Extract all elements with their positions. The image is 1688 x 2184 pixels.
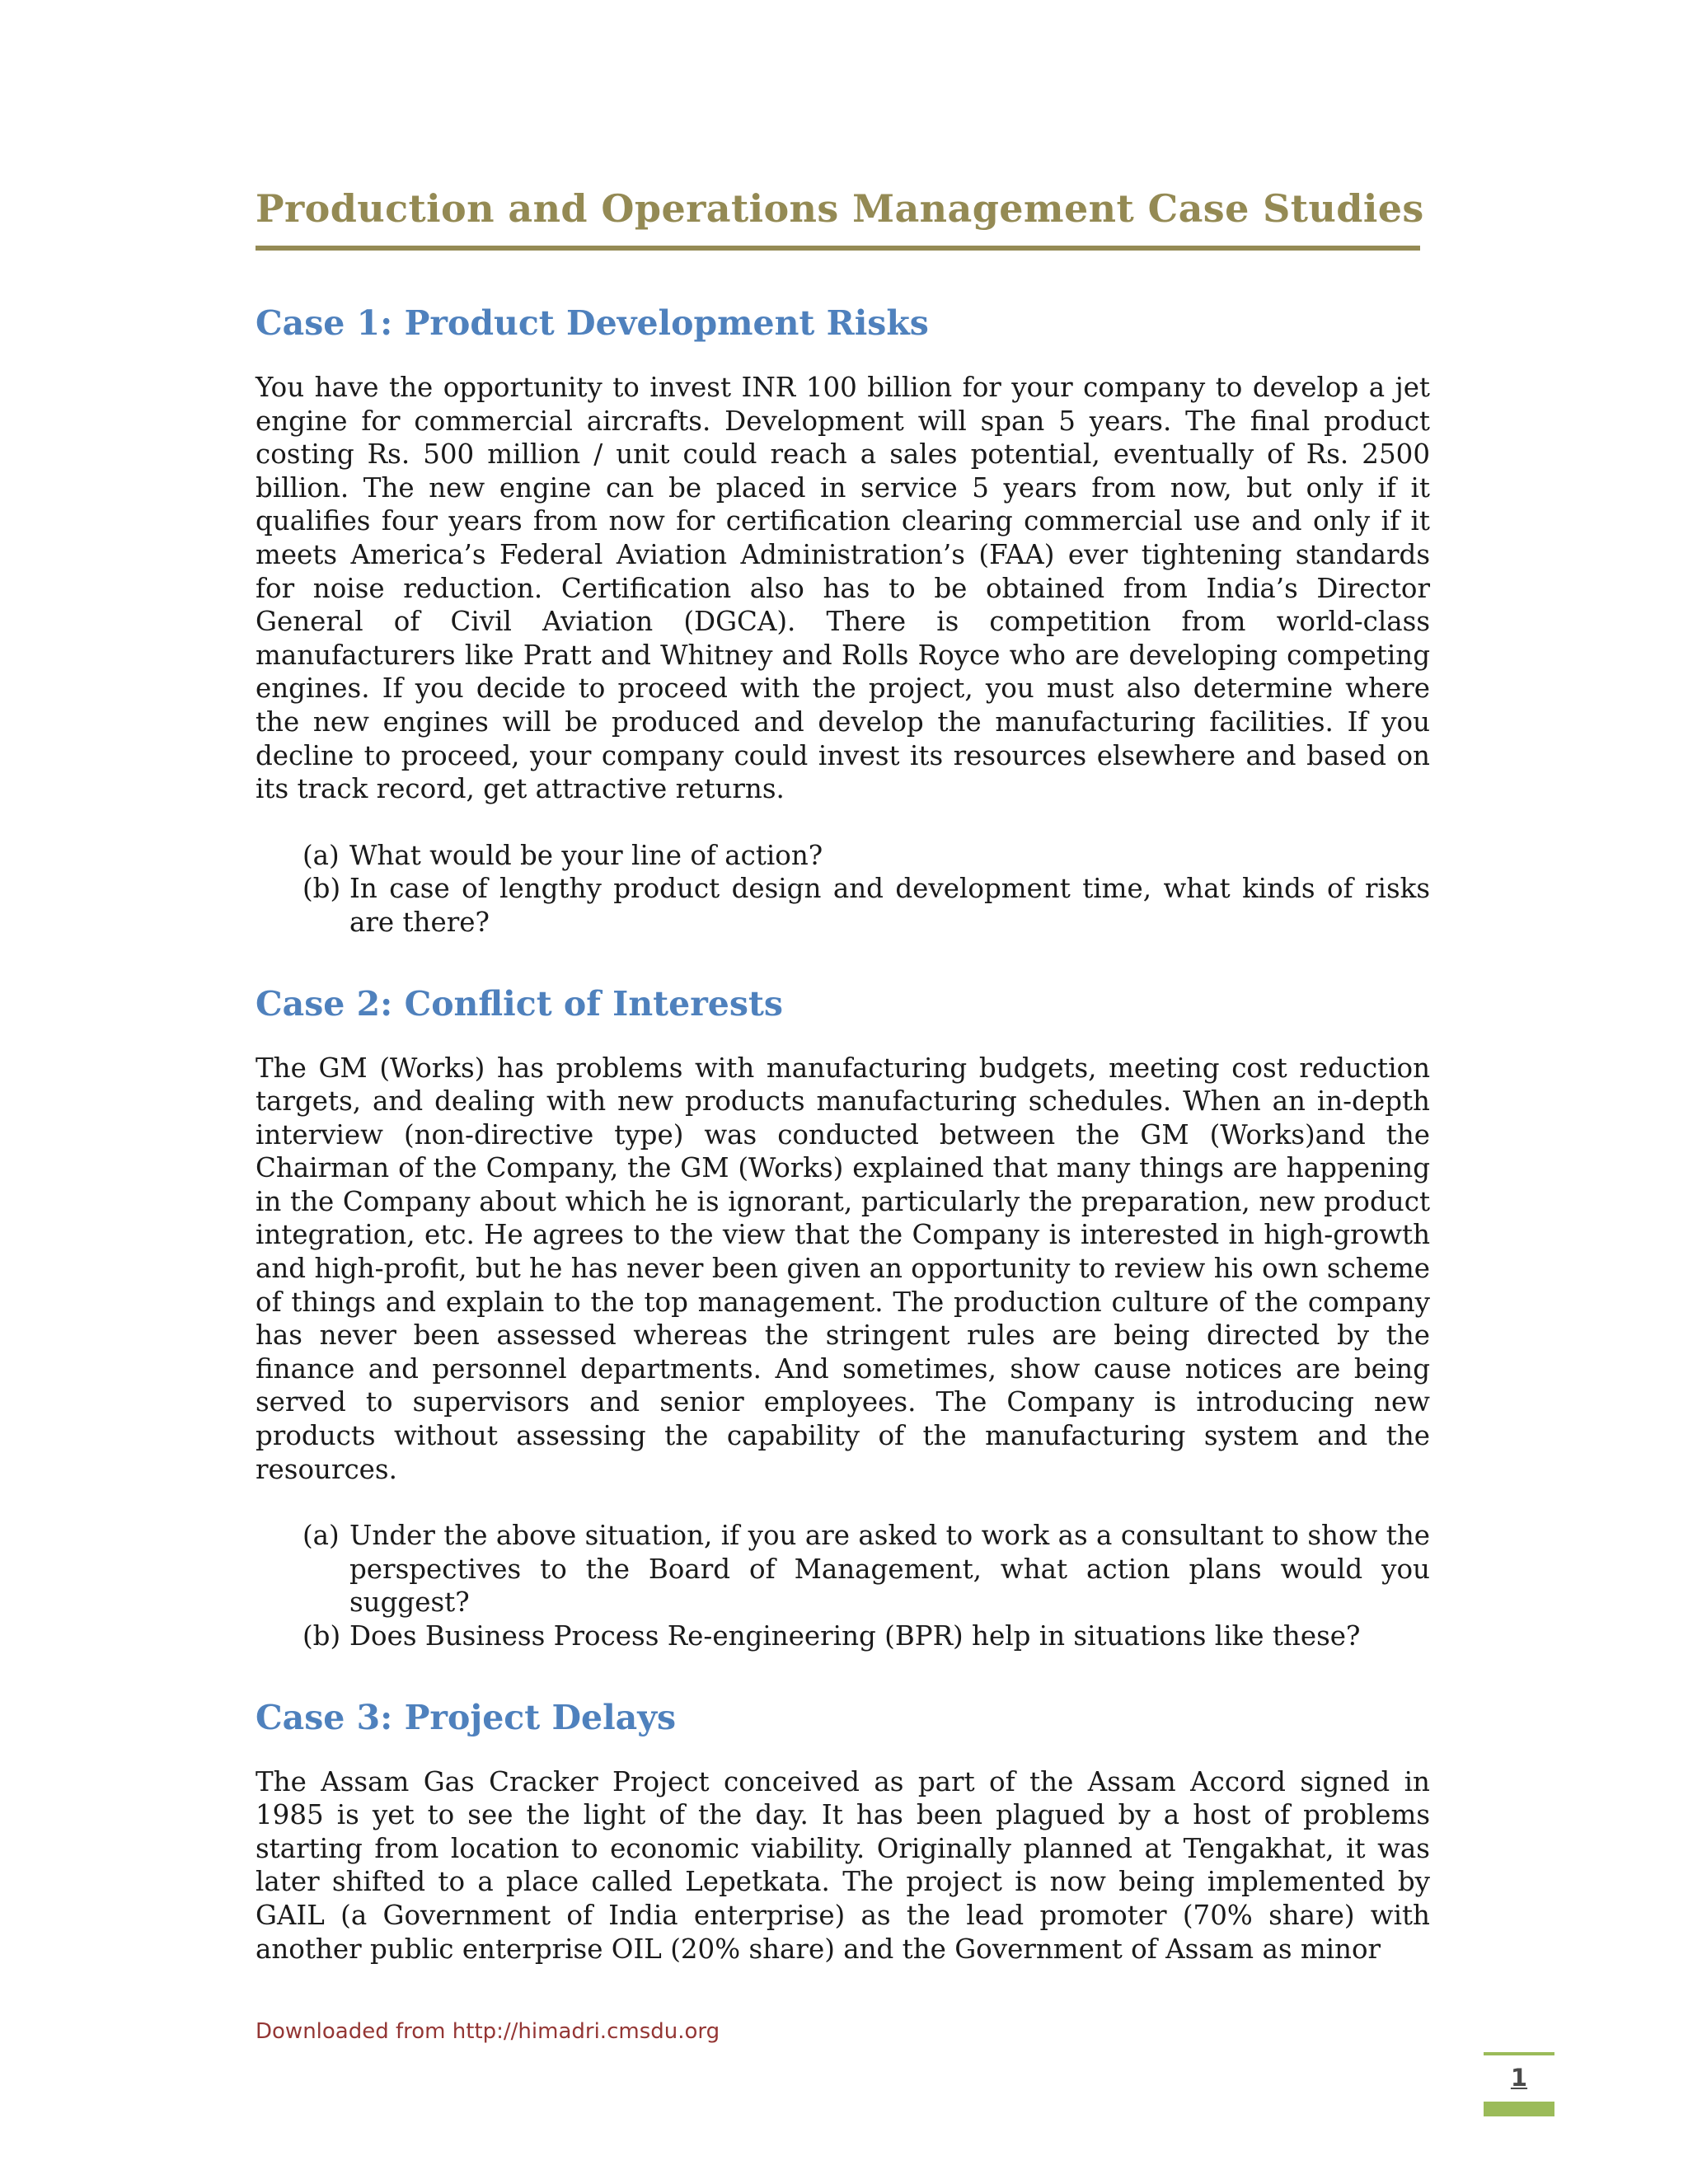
- case-2-paragraph: The GM (Works) has problems with manufacturing budgets, meeting cost reduction targets, and dealing with new products manufacturing schedules. When an in-depth interview (non-directive type) was conducted between the GM (Works)and the Chairman of the Company, the GM (Works) explained that many things are happening in the Company about which he is ignorant, particularly the preparation, new product integration, etc. He agrees to the view that the Company is interested in high-growth and high-profit, but he has never been given an opportunity to review his own scheme of things and explain to the top management. The production culture of the company has never been assessed whereas the stringent rules are being directed by the finance and personnel departments. And sometimes, show cause notices are being served to supervisors and senior employees. The Company is introducing new products without assessing the capability of the manufacturing system and the resources.: [256, 1052, 1430, 1485]
- question-text: In case of lengthy product design and development time, what kinds of risks are there?: [349, 873, 1430, 938]
- case-1-questions: [256, 839, 1430, 940]
- question-item: [256, 1619, 1430, 1653]
- case-2: [256, 981, 1430, 1653]
- title-underline: [256, 246, 1420, 251]
- case-3: [256, 1694, 1430, 1966]
- page-number: 1: [1510, 2064, 1528, 2092]
- case-1: [256, 300, 1430, 940]
- question-item: [256, 872, 1430, 939]
- question-marker: (b): [302, 873, 341, 905]
- page-number-rule-top: [1484, 2052, 1554, 2055]
- question-text: Under the above situation, if you are asked to work as a consultant to show the perspectives to the Board of Management, what action plans would you suggest?: [349, 1520, 1430, 1619]
- question-marker: (a): [302, 1520, 340, 1552]
- page-content: [256, 183, 1430, 1966]
- case-1-heading: Case 1: Product Development Risks: [256, 303, 929, 343]
- question-text: Does Business Process Re-engineering (BPR) help in situations like these?: [349, 1620, 1361, 1652]
- page-number-rule-bottom: [1484, 2102, 1554, 2116]
- question-marker: (b): [302, 1620, 341, 1652]
- case-2-questions: [256, 1519, 1430, 1652]
- question-marker: (a): [302, 839, 340, 871]
- case-3-heading: Case 3: Project Delays: [256, 1697, 677, 1737]
- case-2-heading: Case 2: Conflict of Interests: [256, 983, 783, 1024]
- case-3-paragraph: The Assam Gas Cracker Project conceived as part of the Assam Accord signed in 1985 is yet to see the light of the day. It has been plagued by a host of problems starting from location to economic viability. Originally planned at Tengakhat, it was later shifted to a place called Lepetkata. The project is now being implemented by GAIL (a Government of India enterprise) as the lead promoter (70% share) with another public enterprise OIL (20% share) and the Government of Assam as minor: [256, 1765, 1430, 1965]
- footer-source-link[interactable]: Downloaded from http://himadri.cmsdu.org: [256, 2019, 720, 2044]
- document-title: Production and Operations Management Case Studies: [256, 186, 1424, 231]
- question-text: What would be your line of action?: [349, 839, 823, 871]
- question-item: [256, 839, 1430, 873]
- question-item: [256, 1519, 1430, 1619]
- case-1-paragraph: You have the opportunity to invest INR 100 billion for your company to develop a jet engine for commercial aircrafts. Development will span 5 years. The final product costing Rs. 500 million / unit could reach a sales potential, eventually of Rs. 2500 billion. The new engine can be placed in service 5 years from now, but only if it qualifies four years from now for certification clearing commercial use and only if it meets America’s Federal Aviation Administration’s (FAA) ever tightening standards for noise reduction. Certification also has to be obtained from India’s Director General of Civil Aviation (DGCA). There is competition from world-class manufacturers like Pratt and Whitney and Rolls Royce who are developing competing engines. If you decide to proceed with the project, you must also determine where the new engines will be produced and develop the manufacturing facilities. If you decline to proceed, your company could invest its resources elsewhere and based on its track record, get attractive returns.: [256, 372, 1430, 805]
